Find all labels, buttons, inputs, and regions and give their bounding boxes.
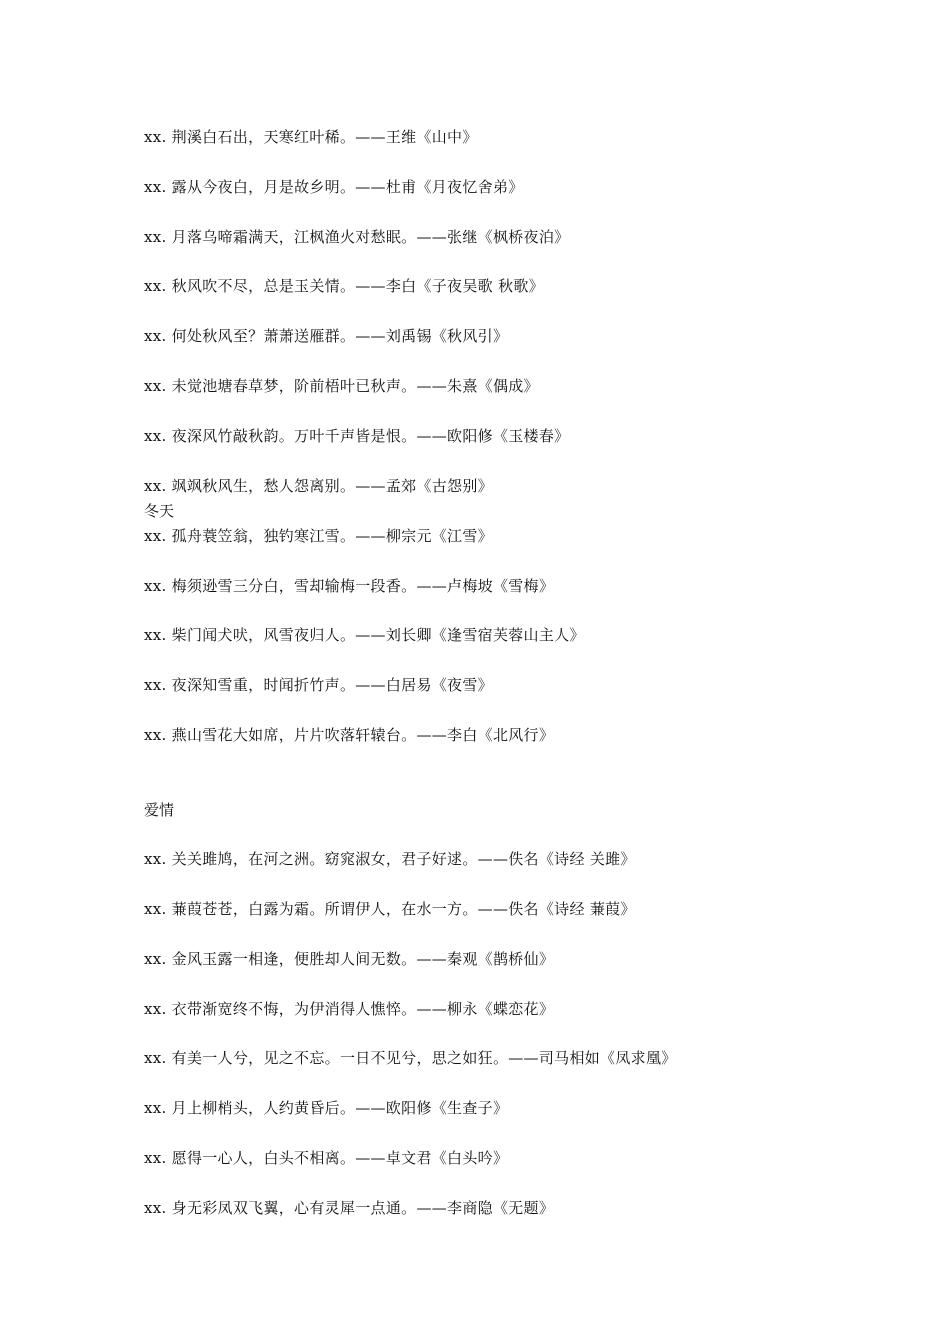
poem-line: xx. 夜深风竹敲秋韵。万叶千声皆是恨。——欧阳修《玉楼春》 [144, 427, 570, 445]
poem-line: xx. 夜深知雪重，时闻折竹声。——白居易《夜雪》 [144, 676, 493, 694]
poem-line: xx. 飒飒秋风生，愁人怨离别。——孟郊《古怨别》 [144, 477, 493, 495]
poem-line: xx. 柴门闻犬吠，风雪夜归人。——刘长卿《逢雪宿芙蓉山主人》 [144, 626, 585, 644]
poem-line: xx. 未觉池塘春草梦，阶前梧叶已秋声。——朱熹《偶成》 [144, 377, 539, 395]
poem-line: xx. 愿得一心人，白头不相离。——卓文君《白头吟》 [144, 1149, 509, 1167]
section-heading-winter: 冬天 [144, 502, 175, 520]
poem-line: xx. 衣带渐宽终不悔，为伊消得人憔悴。——柳永《蝶恋花》 [144, 1000, 555, 1018]
poem-line: xx. 关关雎鸠，在河之洲。窈窕淑女，君子好逑。——佚名《诗经 关雎》 [144, 850, 636, 868]
poem-line: xx. 梅须逊雪三分白，雪却输梅一段香。——卢梅坡《雪梅》 [144, 577, 555, 595]
poem-line: xx. 秋风吹不尽，总是玉关情。——李白《子夜吴歌 秋歌》 [144, 277, 544, 295]
poem-line: xx. 露从今夜白，月是故乡明。——杜甫《月夜忆舍弟》 [144, 178, 524, 196]
poem-line: xx. 荆溪白石出，天寒红叶稀。——王维《山中》 [144, 128, 478, 146]
poem-line: xx. 金风玉露一相逢，便胜却人间无数。——秦观《鹊桥仙》 [144, 950, 555, 968]
poem-line: xx. 身无彩凤双飞翼，心有灵犀一点通。——李商隐《无题》 [144, 1199, 555, 1217]
section-heading-love: 爱情 [144, 801, 175, 819]
poem-line: xx. 月落乌啼霜满天，江枫渔火对愁眠。——张继《枫桥夜泊》 [144, 228, 570, 246]
poem-line: xx. 月上柳梢头，人约黄昏后。——欧阳修《生查子》 [144, 1099, 509, 1117]
poem-line: xx. 燕山雪花大如席，片片吹落轩辕台。——李白《北风行》 [144, 726, 555, 744]
poem-line: xx. 蒹葭苍苍，白露为霜。所谓伊人，在水一方。——佚名《诗经 蒹葭》 [144, 900, 636, 918]
poem-line: xx. 有美一人兮，见之不忘。一日不见兮，思之如狂。——司马相如《凤求凰》 [144, 1049, 677, 1067]
poem-line: xx. 何处秋风至？萧萧送雁群。——刘禹锡《秋风引》 [144, 327, 509, 345]
poem-line: xx. 孤舟蓑笠翁，独钓寒江雪。——柳宗元《江雪》 [144, 527, 493, 545]
